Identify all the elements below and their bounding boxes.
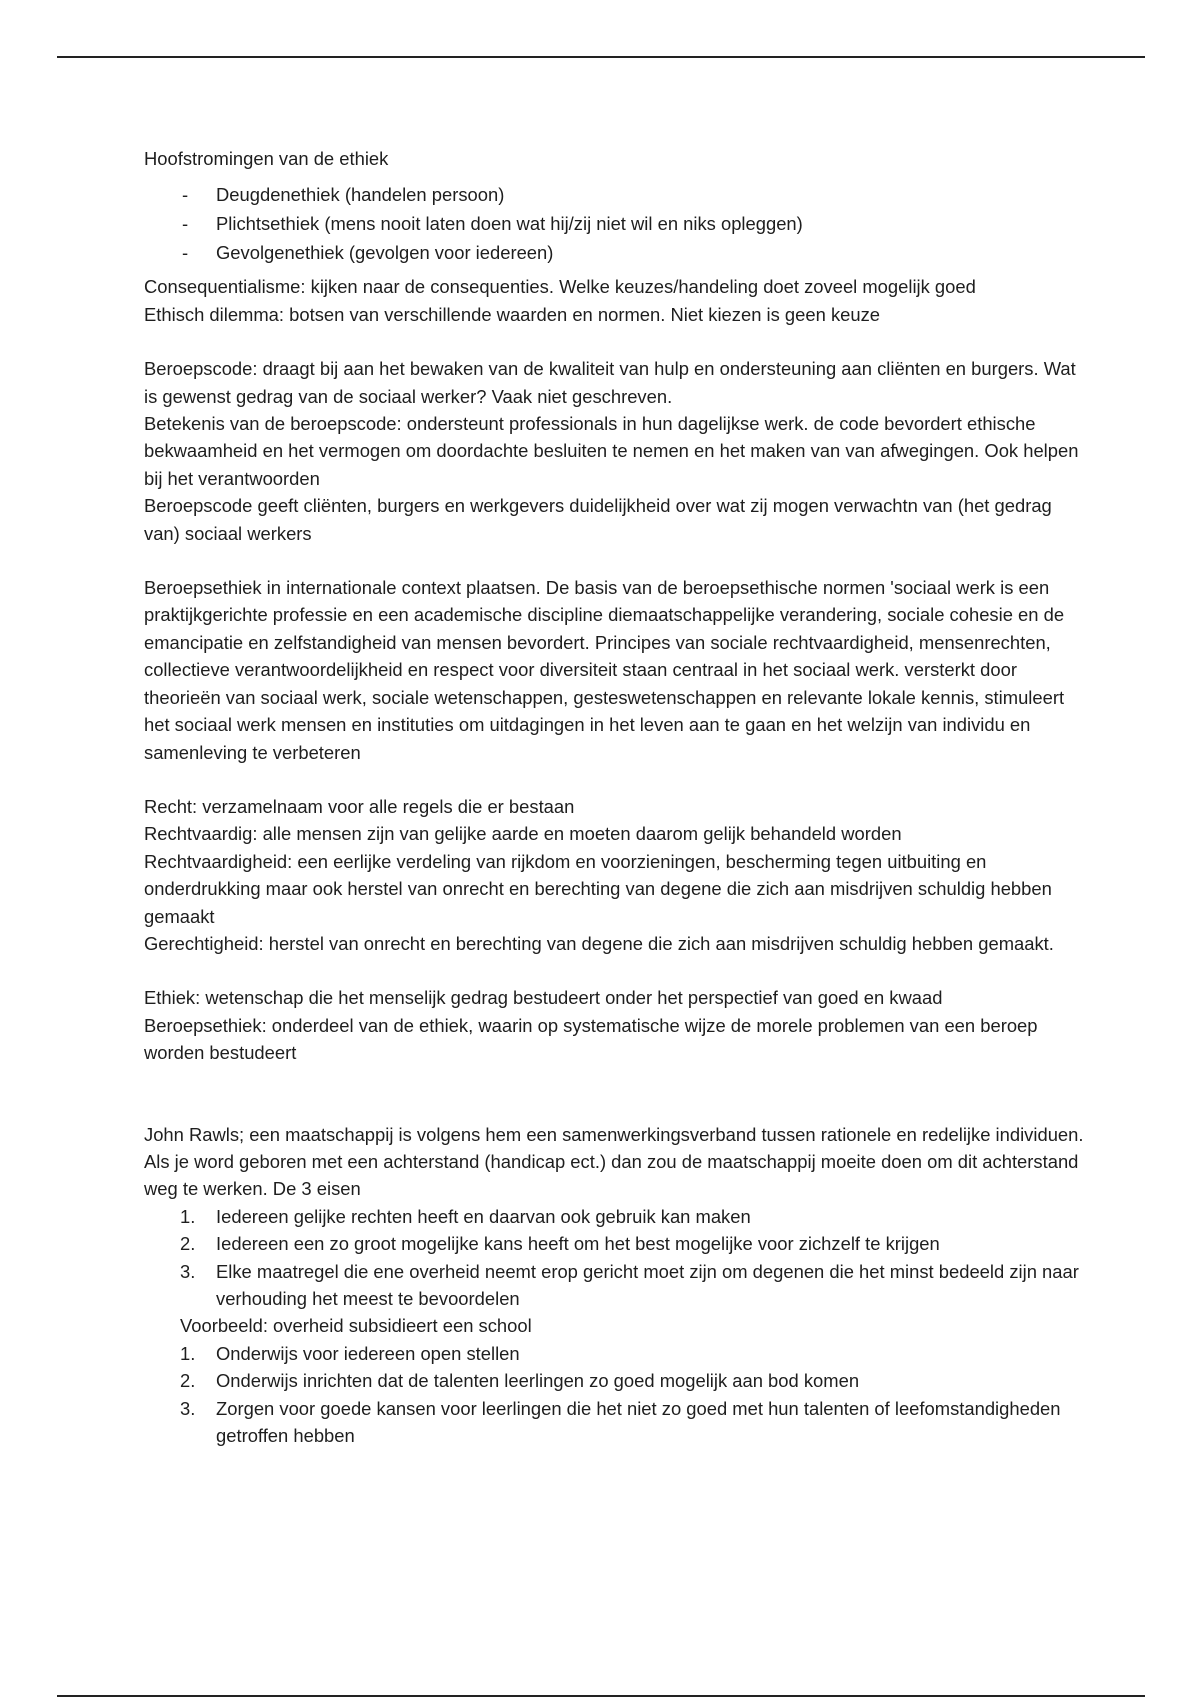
paragraph-beroepscode-duidelijkheid: Beroepscode geeft cliënten, burgers en werkgevers duidelijkheid over wat zij mogen verwachtn van (het gedrag van) sociaal werkers [144,495,1052,544]
ethics-streams-list [144,180,1084,267]
list-item: 3. Elke maatregel die ene overheid neemt erop gericht moet zijn om degenen die het minst bedeeld zijn naar verhouding het meest te bevoordelen [180,1260,1079,1309]
list-item: 1. Onderwijs voor iedereen open stellen [180,1342,520,1364]
paragraph-betekenis-beroepscode: Betekenis van de beroepscode: ondersteunt professionals in hun dagelijkse werk. de code bevordert ethische bekwaamheid en het vermogen om doordachte besluiten te nemen en het maken van van afwegingen. Ook helpen bij het verantwoorden [144,413,1079,489]
example-label: Voorbeeld: overheid subsidieert een school [180,1315,532,1337]
paragraph-beroepscode: Beroepscode: draagt bij aan het bewaken van de kwaliteit van hulp en ondersteuning aan cliënten en burgers. Wat is gewenst gedrag van de sociaal werker? Vaak niet geschreven. [144,358,1076,407]
list-item: - Gevolgenethiek (gevolgen voor iedereen) [144,238,1084,267]
paragraph-john-rawls: John Rawls; een maatschappij is volgens hem een samenwerkingsverband tussen rationele en redelijke individuen. Als je word geboren met een achterstand (handicap ect.) dan zou de maatschappij moeite doen om dit achterstand weg te werken. De 3 eisen [144,1123,1084,1200]
paragraph-international-context: Beroepsethiek in internationale context plaatsen. De basis van de beroepsethische normen 'sociaal werk is een praktijkgerichte professie en een academische discipline diemaatschappelijke verandering, sociale cohesie en de emancipatie en zelfstandigheid van mensen bevordert. Principes van sociale rechtvaardigheid, mensenrechten, collectieve verantwoordelijkheid en respect voor diversiteit staan centraal in het sociaal werk. versterkt door theorieën van sociaal werk, sociale wetenschappen, gesteswetenschappen en relevante lokale kennis, stimuleert het sociaal werk mensen en instituties om uitdagingen in het leven aan te gaan en het welzijn van individu en samenleving te verbeteren [144,577,1065,763]
list-item: - Deugdenethiek (handelen persoon) [144,180,1084,209]
list-item: 1. Iedereen gelijke rechten heeft en daarvan ook gebruik kan maken [180,1205,751,1227]
rawls-requirements-list [144,1203,1084,1313]
section-heading: Hoofstromingen van de ethiek [144,148,389,169]
definition-ethisch-dilemma: Ethisch dilemma: botsen van verschillende waarden en normen. Niet kiezen is geen keuze [144,303,881,325]
list-item: 3. Zorgen voor goede kansen voor leerlingen die het niet zo goed met hun talenten of leefomstandigheden getroffen hebben [180,1397,1061,1447]
list-item: 2. Iedereen een zo groot mogelijke kans heeft om het best mogelijke voor zichzelf te krijgen [180,1233,940,1255]
definition-gerechtigheid: Gerechtigheid: herstel van onrecht en berechting van degene die zich aan misdrijven schuldig hebben gemaakt. [144,932,1054,954]
footer-rule [57,1695,1145,1697]
list-item: - Plichtsethiek (mens nooit laten doen wat hij/zij niet wil en niks opleggen) [144,209,1084,238]
definition-ethiek: Ethiek: wetenschap die het menselijk gedrag bestudeert onder het perspectief van goed en kwaad [144,987,943,1009]
definition-rechtvaardig: Rechtvaardig: alle mensen zijn van gelijke aarde en moeten daarom gelijk behandeld worden [144,823,902,845]
header-rule [57,56,1145,58]
document-body [144,145,1084,1449]
example-list [144,1340,1084,1450]
definition-recht: Recht: verzamelnaam voor alle regels die er bestaan [144,795,575,817]
definition-consequentialisme: Consequentialisme: kijken naar de consequenties. Welke keuzes/handeling doet zoveel mogelijk goed [144,276,976,298]
definition-beroepsethiek: Beroepsethiek: onderdeel van de ethiek, waarin op systematische wijze de morele problemen van een beroep worden bestudeert [144,1014,1038,1064]
list-item: 2. Onderwijs inrichten dat de talenten leerlingen zo goed mogelijk aan bod komen [180,1370,860,1392]
definition-rechtvaardigheid: Rechtvaardigheid: een eerlijke verdeling van rijkdom en voorzieningen, bescherming tegen uitbuiting en onderdrukking maar ook herstel van onrecht en berechting van degene die zich aan misdrijven schuldig hebben gemaakt [144,850,1052,927]
